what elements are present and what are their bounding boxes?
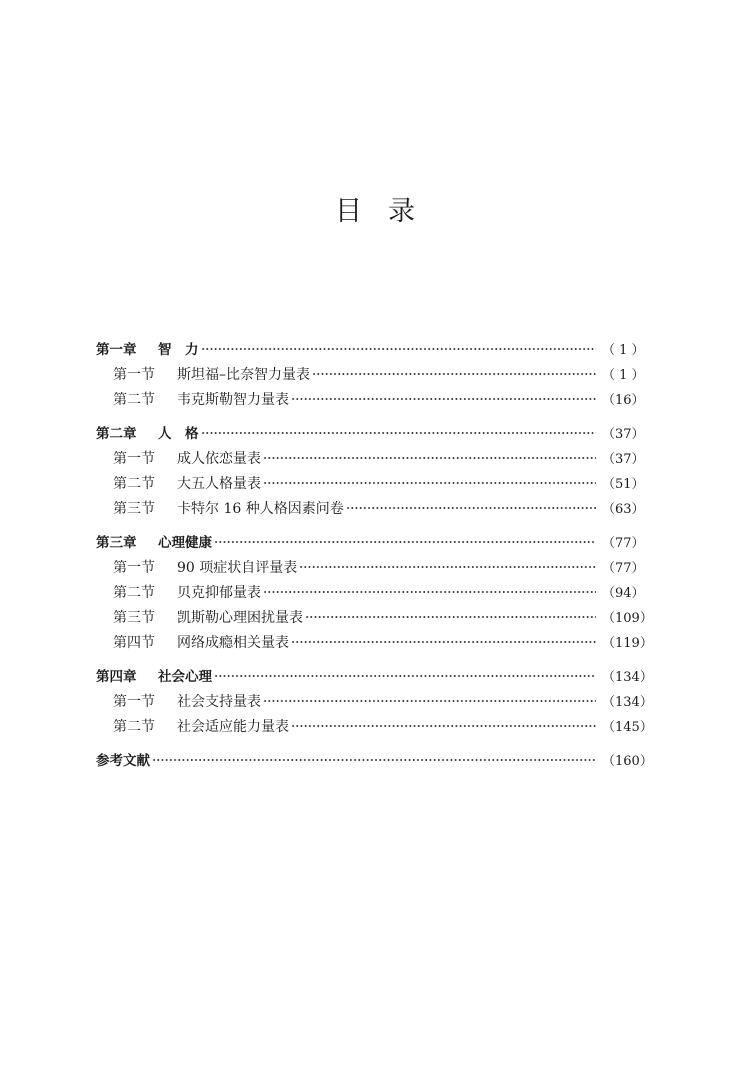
section-title: 凯斯勒心理困扰量表 [177,610,303,626]
section-title: 卡特尔 16 种人格因素问卷 [177,501,344,517]
chapter-row[interactable] [96,422,645,447]
page-number: （ 1 ） [602,368,645,383]
dot-leader [214,541,596,543]
page-title: 目录 [335,196,441,227]
toc-references [96,749,653,774]
dot-leader [305,616,596,618]
toc-chapter-2 [96,422,645,522]
chapter-title: 心理健康 [158,535,212,551]
section-title: 90 项症状自评量表 [177,560,298,576]
section-title: 社会支持量表 [177,694,261,710]
section-row[interactable] [96,690,653,715]
table-of-contents [96,338,653,783]
section-row[interactable] [96,472,645,497]
chapter-row[interactable] [96,665,653,690]
page-number: （63） [602,502,645,517]
section-title: 社会适应能力量表 [177,719,289,735]
section-row[interactable] [96,556,645,581]
section-number: 第二节 [113,719,155,735]
dot-leader [152,759,596,761]
chapter-title: 人 格 [158,426,199,442]
dot-leader [299,566,596,568]
dot-leader [201,432,597,434]
dot-leader [263,457,596,459]
page-number: （109） [602,611,653,626]
page-number: （94） [602,586,645,601]
section-number: 第一节 [113,451,155,467]
page-number: （37） [602,427,645,442]
dot-leader [214,675,596,677]
dot-leader [312,373,596,375]
section-number: 第二节 [113,392,155,408]
section-row[interactable] [96,631,653,656]
dot-leader [291,641,596,643]
chapter-title: 智 力 [158,342,199,358]
dot-leader [263,591,596,593]
dot-leader [346,507,596,509]
dot-leader [201,348,597,350]
page-number: （77） [602,536,645,551]
section-number: 第二节 [113,476,155,492]
dot-leader [263,700,596,702]
page-number: （77） [602,561,645,576]
toc-chapter-3 [96,531,653,656]
section-number: 第三节 [113,501,155,517]
section-title: 成人依恋量表 [177,451,261,467]
section-row[interactable] [96,497,645,522]
section-title: 韦克斯勒智力量表 [177,392,289,408]
toc-chapter-4 [96,665,653,740]
toc-chapter-1 [96,338,645,413]
chapter-number: 第三章 [96,535,137,551]
references-title: 参考文献 [96,753,150,769]
references-row[interactable] [96,749,653,774]
page-number: （ 1 ） [602,343,645,358]
chapter-number: 第一章 [96,342,137,358]
page-number: （37） [602,452,645,467]
dot-leader [291,398,596,400]
page-number: （134） [602,695,653,710]
chapter-number: 第四章 [96,669,137,685]
section-row[interactable] [96,715,653,740]
dot-leader [263,482,596,484]
page-number: （16） [602,393,645,408]
section-row[interactable] [96,606,653,631]
section-number: 第二节 [113,585,155,601]
section-number: 第一节 [113,560,155,576]
dot-leader [291,725,596,727]
page-number: （134） [602,670,653,685]
page-number: （119） [602,636,653,651]
chapter-row[interactable] [96,531,645,556]
section-title: 贝克抑郁量表 [177,585,261,601]
section-number: 第三节 [113,610,155,626]
chapter-row[interactable] [96,338,645,363]
section-row[interactable] [96,363,645,388]
section-number: 第一节 [113,694,155,710]
chapter-title: 社会心理 [158,669,212,685]
section-row[interactable] [96,388,645,413]
section-title: 大五人格量表 [177,476,261,492]
chapter-number: 第二章 [96,426,137,442]
section-title: 斯坦福–比奈智力量表 [177,367,310,383]
page-number: （145） [602,720,653,735]
section-row[interactable] [96,447,645,472]
section-row[interactable] [96,581,645,606]
section-number: 第一节 [113,367,155,383]
page-number: （51） [602,477,645,492]
section-number: 第四节 [113,635,155,651]
section-title: 网络成瘾相关量表 [177,635,289,651]
page-number: （160） [602,754,653,769]
